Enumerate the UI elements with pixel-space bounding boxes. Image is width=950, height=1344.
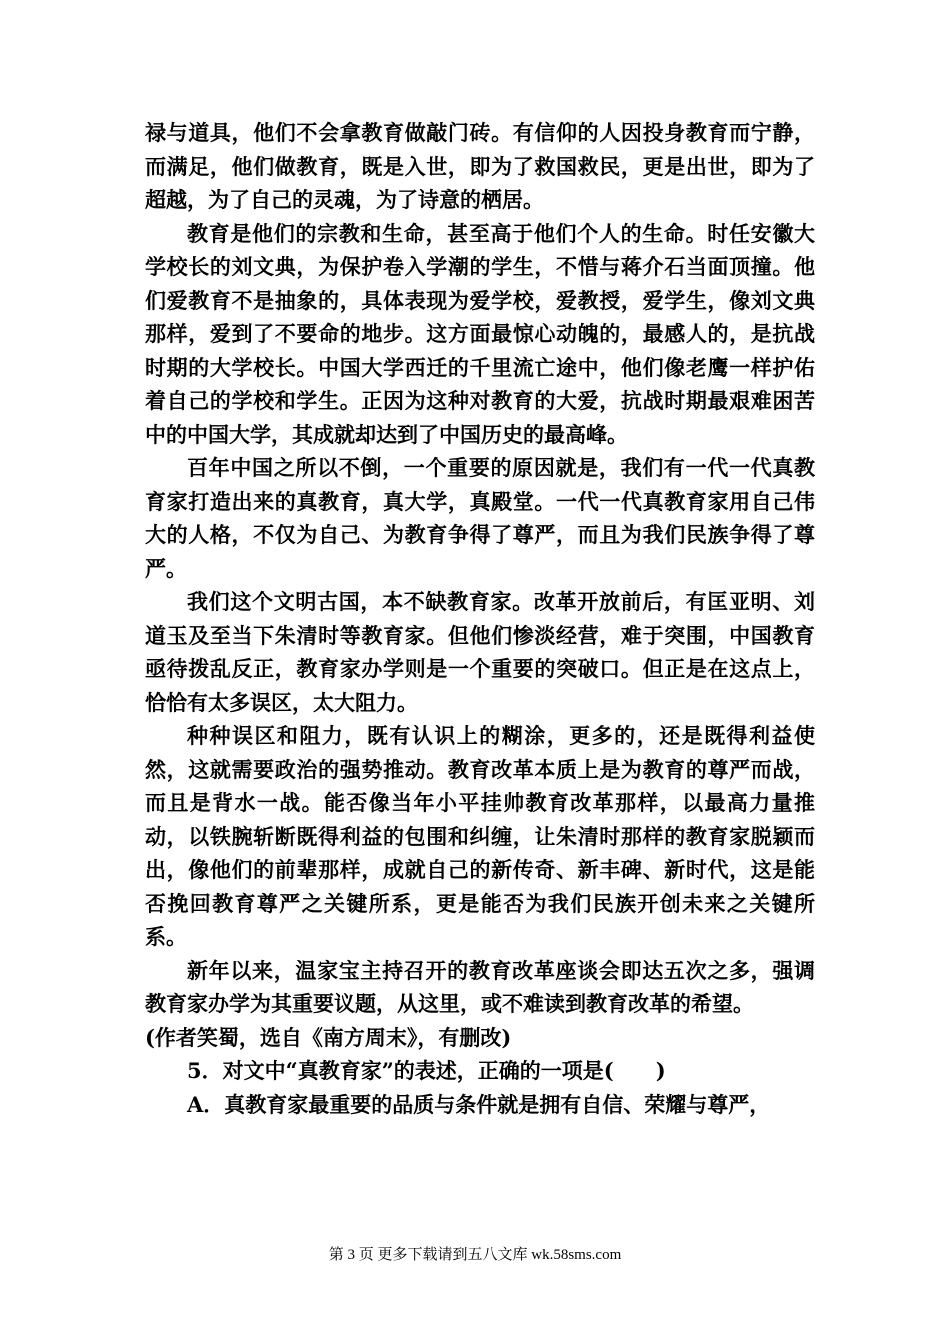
page-footer: 第 3 页 更多下载请到五八文库 wk.58sms.com	[328, 1247, 622, 1263]
paragraph-2: 教育是他们的宗教和生命，甚至高于他们个人的生命。时任安徽大学校长的刘文典，为保护卷入学潮的学生，不惜与蒋介石当面顶撞。他们爱教育不是抽象的，具体表现为爱学校，爱教授，爱学生，像刘文典那样，爱到了不要命的地步。这方面最惊心动魄的，最感人的，是抗战时期的大学校长。中国大学西迁的千里流亡途中，他们像老鹰一样护佑着自己的学校和学生。正因为这种对教育的大爱，抗战时期最艰难困苦中的中国大学，其成就却达到了中国历史的最高峰。	[145, 220, 815, 447]
option-a: A．真教育家最重要的品质与条件就是拥有自信、荣耀与尊严，	[187, 1091, 771, 1117]
paragraph-3: 百年中国之所以不倒，一个重要的原因就是，我们有一代一代真教育家打造出来的真教育，真大学，真殿堂。一代一代真教育家用自己伟大的人格，不仅为自己、为教育争得了尊严，而且为我们民族争得了尊严。	[145, 455, 815, 581]
paragraph-6: 新年以来，温家宝主持召开的教育改革座谈会即达五次之多，强调教育家办学为其重要议题，从这里，或不难读到教育改革的希望。	[145, 957, 815, 1016]
paragraph-1: 禄与道具，他们不会拿教育做敲门砖。有信仰的人因投身教育而宁静，而满足，他们做教育，既是入世，即为了救国救民，更是出世，即为了超越，为了自己的灵魂，为了诗意的栖居。	[145, 120, 815, 212]
article-body	[145, 116, 815, 1121]
paragraph-4: 我们这个文明古国，本不缺教育家。改革开放前后，有匡亚明、刘道玉及至当下朱清时等教育家。但他们惨淡经营，难于突围，中国教育亟待拨乱反正，教育家办学则是一个重要的突破口。但正是在这点上，恰恰有太多误区，太大阻力。	[145, 589, 815, 715]
question-5: 5．对文中“真教育家”的表述，正确的一项是( )	[187, 1058, 666, 1083]
article-source: (作者笑蜀，选自《南方周末》，有删改)	[145, 1024, 512, 1050]
paragraph-5: 种种误区和阻力，既有认识上的糊涂，更多的，还是既得利益使然，这就需要政治的强势推动。教育改革本质上是为教育的尊严而战，而且是背水一战。能否像当年小平挂帅教育改革那样，以最高力量推动，以铁腕斩断既得利益的包围和纠缠，让朱清时那样的教育家脱颖而出，像他们的前辈那样，成就自己的新传奇、新丰碑、新时代，这是能否挽回教育尊严之关键所系，更是能否为我们民族开创未来之关键所系。	[145, 723, 815, 949]
